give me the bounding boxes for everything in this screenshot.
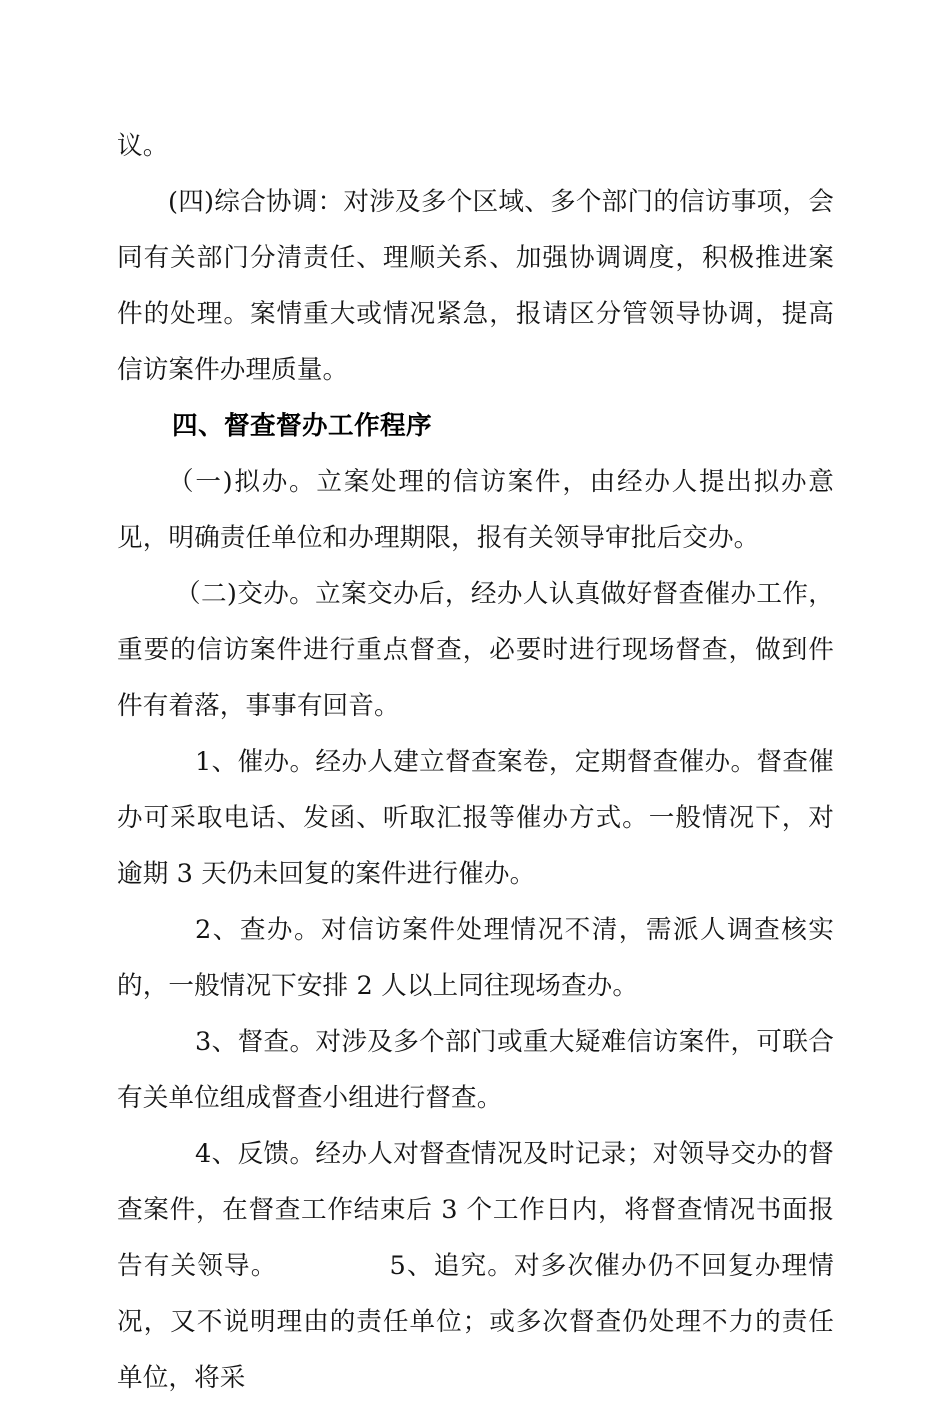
- paragraph-item-one-draft-handling: （一)拟办。立案处理的信访案件，由经办人提出拟办意见，明确责任单位和办理期限，报有关领导审批后交办。: [117, 467, 834, 553]
- paragraph-section-four-comprehensive-coordination: (四)综合协调：对涉及多个区域、多个部门的信访事项，会同有关部门分清责任、理顺关系、加强协调调度，积极推进案件的处理。案情重大或情况紧急，报请区分管领导协调，提高信访案件办理质量。: [117, 187, 834, 385]
- paragraph-continuation-yi: 议。: [117, 131, 169, 161]
- list-item-4-feedback-text: 4、反馈。经办人对督查情况及时记录；对领导交办的督查案件，在督查工作结束后 3 个工作日内，将督查情况书面报告有关领导。: [117, 1139, 834, 1281]
- list-item-4-feedback-and-5-accountability: [117, 1126, 834, 1406]
- list-item-3-supervision: 3、督查。对涉及多个部门或重大疑难信访案件，可联合有关单位组成督查小组进行督查。: [117, 1027, 834, 1113]
- document-text-body: [117, 118, 834, 1406]
- heading-section-four: 四、督查督办工作程序: [172, 411, 432, 441]
- paragraph-item-two-assignment: （二)交办。立案交办后，经办人认真做好督查催办工作，重要的信访案件进行重点督查，必要时进行现场督查，做到件件有着落，事事有回音。: [117, 579, 834, 721]
- list-item-5-accountability-text: 5、追究。对多次催办仍不回复办理情况，又不说明理由的责任单位；或多次督查仍处理不力的责任单位，将采: [117, 1251, 834, 1393]
- list-item-2-investigation: 2、查办。对信访案件处理情况不清，需派人调查核实的，一般情况下安排 2 人以上同往现场查办。: [117, 915, 834, 1001]
- list-item-1-urging: 1、催办。经办人建立督查案卷，定期督查催办。督查催办可采取电话、发函、听取汇报等催办方式。一般情况下，对逾期 3 天仍未回复的案件进行催办。: [117, 747, 834, 889]
